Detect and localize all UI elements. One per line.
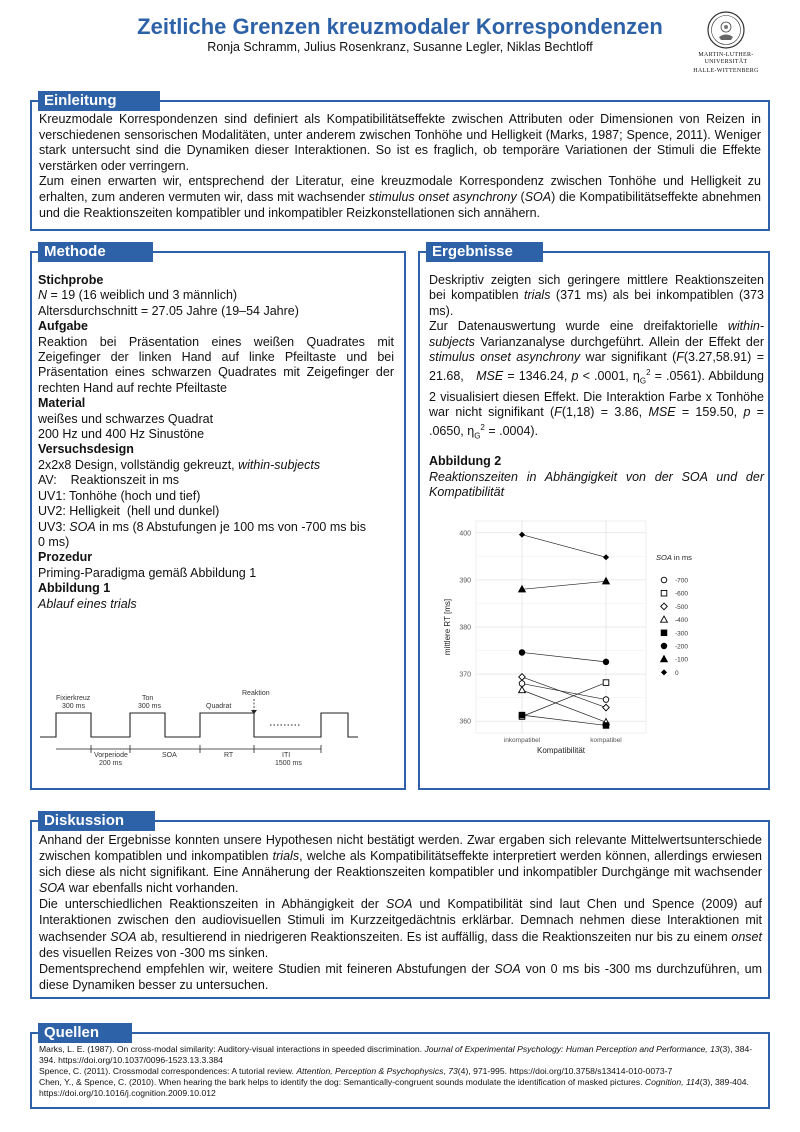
reference-spence-2011: Spence, C. (2011). Crossmodal correspondences: A tutorial review. Attention, Perception & Psychophysics, 73(4), 971-995. https://doi.org/10.3758/s13414-010-0073-7 — [39, 1066, 673, 1076]
section-heading-methode: Methode — [38, 242, 153, 262]
x-axis-label: Kompatibilität — [536, 746, 586, 755]
ergebnisse-body — [429, 273, 768, 501]
legend-label-soa-100: -100 — [675, 656, 689, 664]
timeline-label-soa: SOA — [162, 752, 177, 759]
timeline-label-quadrat: Quadrat — [206, 703, 232, 710]
rt-line-chart — [428, 509, 764, 785]
timeline-label-rt: RT — [224, 752, 234, 759]
y-axis-label: mittlere RT [ms] — [443, 598, 452, 656]
stichprobe-heading: Stichprobe — [38, 273, 104, 287]
legend-marker-soa-400 — [661, 616, 668, 622]
y-tick-label-360: 360 — [459, 718, 471, 726]
ergebnisse-paragraph-1: Deskriptiv zeigten sich geringere mittlere Reaktionszeiten bei kompatiblen trials (371 ms) als bei inkompatiblen (373 ms). — [429, 273, 764, 318]
material-heading: Material — [38, 396, 86, 411]
legend-title: SOA in ms — [656, 553, 692, 562]
university-name-line2: HALLE-WITTENBERG — [693, 68, 759, 74]
trial-timeline-diagram — [38, 685, 398, 785]
x-tick-label-inkompatibel: inkompatibel — [503, 737, 541, 744]
design-line-4: UV2: Helligkeit (hell und dunkel) — [38, 504, 220, 519]
design-line-1: 2x2x8 Design, vollständig gekreuzt, within-subjects — [38, 457, 321, 472]
legend-label-soa-400: -400 — [675, 617, 689, 625]
einleitung-paragraph-2: Zum einen erwarten wir, entsprechend der Literatur, eine kreuzmodale Korrespondenz zwischen Tonhöhe und Helligkeit zu erhalten, zum anderen vermuten wir, dass mit wachsender stimulus onset asynchrony (SOA) die Kompatibilitätseffekte abnehmen und die Reaktionszeiten kompatibler und inkompatibler Reizkonstellationen sich annähern. — [39, 174, 761, 220]
section-ergebnisse — [418, 243, 770, 790]
quellen-body — [39, 1044, 761, 1099]
material-line-2: 200 Hz und 400 Hz Sinustöne — [38, 427, 205, 442]
legend-marker-soa-200 — [661, 643, 667, 649]
legend-marker-soa0 — [662, 670, 667, 675]
legend-marker-soa-500 — [661, 603, 668, 610]
section-diskussion — [30, 812, 770, 999]
einleitung-paragraph-1: Kreuzmodale Korrespondenzen sind definiert als Kompatibilitätseffekte zwischen Attributen oder Dimensionen von Reizen in verschiedenen sensorischen Modalitäten, unter anderem zwischen Tonhöhe und Helligkeit (Marks, 1987; Spence, 2011). Weniger stark untersucht sind die Dynamiken dieser Interaktionen. So ist es fraglich, ob temporäre Variationen der Stimuli die Effekte verstärken oder verringern. — [39, 112, 761, 173]
timeline-label-vorperiode-ms: 200 ms — [99, 760, 122, 767]
point-soa-700-inkompatibel — [519, 681, 525, 687]
section-heading-quellen: Quellen — [38, 1023, 132, 1043]
methode-body — [38, 273, 394, 612]
university-seal — [690, 10, 762, 75]
prozedur-text: Priming-Paradigma gemäß Abbildung 1 — [38, 565, 257, 580]
section-heading-ergebnisse: Ergebnisse — [426, 242, 543, 262]
einleitung-body — [39, 112, 761, 221]
abbildung-1-heading: Abbildung 1 — [38, 581, 111, 596]
section-heading-einleitung: Einleitung — [38, 91, 160, 111]
design-line-5: UV3: SOA in ms (8 Abstufungen je 100 ms von -700 ms bis 0 ms) — [38, 519, 366, 549]
section-methode — [30, 243, 406, 790]
legend-marker-soa-300 — [661, 630, 667, 636]
legend-marker-soa-700 — [661, 577, 667, 583]
point-soa-300-inkompatibel — [519, 712, 525, 718]
legend-label-soa-600: -600 — [675, 590, 689, 598]
stichprobe-n: N = 19 (16 weiblich und 3 männlich) — [38, 288, 238, 303]
legend-marker-soa-100 — [661, 656, 668, 662]
seal-emblem-icon — [706, 10, 746, 50]
legend-label-soa-200: -200 — [675, 643, 689, 651]
y-tick-label-400: 400 — [459, 530, 471, 538]
timeline-label-reaktion: Reaktion — [242, 690, 270, 697]
diskussion-body — [39, 832, 762, 993]
poster-title: Zeitliche Grenzen kreuzmodaler Korrespondenzen — [137, 14, 663, 39]
stichprobe-age: Altersdurchschnitt = 27.05 Jahre (19–54 Jahre) — [38, 303, 299, 318]
aufgabe-text: Reaktion bei Präsentation eines weißen Quadrates mit Zeigefinger der linken Hand auf linke Pfeiltaste und bei Präsentation eines schwarzen Quadrates mit Zeigefinger der rechten Hand auf rechte Pfeiltaste — [38, 334, 394, 395]
timeline-label-fix-ms: 300 ms — [62, 703, 85, 710]
timeline-label-vorperiode: Vorperiode — [94, 752, 128, 759]
y-tick-label-380: 380 — [459, 624, 471, 632]
author-list: Ronja Schramm, Julius Rosenkranz, Susanne Legler, Niklas Bechtloff — [207, 40, 593, 54]
legend-label-soa-300: -300 — [675, 630, 689, 638]
university-name-line1: MARTIN-LUTHER-UNIVERSITÄT — [698, 52, 754, 65]
abbildung-2-caption: Reaktionszeiten in Abhängigkeit von der SOA und der Kompatibilität — [429, 469, 764, 500]
section-quellen — [30, 1024, 770, 1109]
y-tick-label-370: 370 — [459, 671, 471, 679]
diskussion-paragraph-1: Anhand der Ergebnisse konnten unsere Hypothesen nicht bestätigt werden. Zwar ergaben sich relevante Mittelwertsunterschiede zwischen kompatiblen und inkompatiblen trials, welche als Kompatibilitätseffekte interpretiert werden können, allerdings erwiesen sich diese als nicht signifikant. Eine Annäherung der Reaktionszeiten kompatibler und inkompatibler Durchgänge mit wachsender SOA war ebenfalls nicht vorhanden. — [39, 833, 762, 896]
point-soa-200-inkompatibel — [519, 650, 525, 656]
timeline-label-iti-ms: 1500 ms — [275, 760, 302, 767]
design-line-2: AV: Reaktionszeit in ms — [38, 473, 180, 488]
timeline-label-iti: ITI — [282, 752, 291, 759]
prozedur-heading: Prozedur — [38, 550, 93, 565]
reference-marks-1987: Marks, L. E. (1987). On cross-modal similarity: Auditory-visual interactions in speeded discrimination. Journal of Experimental Psychology: Human Perception and Performance, 13(3), 384-394. https://doi.org/10.1037/0096-1523.13.3.384 — [39, 1044, 753, 1065]
timeline-label-fixierkreuz: Fixierkreuz — [56, 695, 91, 702]
timeline-label-ton: Ton — [142, 695, 154, 702]
legend-label-soa-500: -500 — [675, 603, 689, 611]
design-heading: Versuchsdesign — [38, 442, 134, 457]
ergebnisse-paragraph-2: Zur Datenauswertung wurde eine dreifaktorielle within-subjects Varianzanalyse durchgeführt. Allein der Effekt der stimulus onset asynchrony war signifikant (F(3.27,58.91) = 21.68, MSE = 1346.24, p < .0001, $\eta_G^2 = .0561$). Abbildung 2 visualisiert diesen Effekt. Die Interaktion Farbe x Tonhöhe war nicht signifikant (F(1,18) = 3.86, MSE = 159.50, p = .0650, $\eta_G^2 = .0004$). — [429, 319, 768, 441]
y-tick-label-390: 390 — [459, 577, 471, 585]
point-soa-300-kompatibel — [603, 723, 609, 729]
legend-label-soa-700: -700 — [675, 577, 689, 585]
x-tick-label-kompatibel: kompatibel — [590, 737, 622, 744]
aufgabe-heading: Aufgabe — [38, 319, 88, 334]
material-line-1: weißes und schwarzes Quadrat — [38, 411, 214, 426]
point-soa-200-kompatibel — [603, 659, 609, 665]
point-soa-600-kompatibel — [603, 680, 609, 686]
reference-chen-spence-2010: Chen, Y., & Spence, C. (2010). When hearing the bark helps to identify the dog: Semantically-congruent sounds modulate the identification of masked pictures. Cognition, 114(3), 389-404. https://doi.org/10.1016/j.cognition.2009.10.012 — [39, 1077, 749, 1098]
abbildung-1-caption: Ablauf eines trials — [38, 596, 137, 611]
diskussion-paragraph-3: Dementsprechend empfehlen wir, weitere Studien mit feineren Abstufungen der SOA von 0 ms bis -300 ms durchzuführen, um diese Dynamiken besser zu untersuchen. — [39, 961, 762, 992]
timeline-label-ton-ms: 300 ms — [138, 703, 161, 710]
timeline-signal-wave — [40, 713, 358, 737]
legend-marker-soa-600 — [661, 590, 667, 596]
legend-label-soa0: 0 — [675, 669, 679, 677]
diskussion-paragraph-2: Die unterschiedlichen Reaktionszeiten in Abhängigkeit der SOA und Kompatibilität sind laut Chen und Spence (2009) auf Interaktionen zwischen den audiovisuellen Stimuli im Kurzzeitgedächtnis erklärbar. Demnach nehmen diese Interaktionen mit wachsender SOA ab, resultierend in niedrigeren Reaktionszeiten. Es ist auffällig, dass die Reaktionszeiten nur bis zu einem onset des visuellen Reizes von -300 ms sinken. — [39, 897, 762, 960]
abbildung-2-heading: Abbildung 2 — [429, 454, 502, 469]
section-einleitung — [30, 92, 770, 231]
point-soa-700-kompatibel — [603, 697, 609, 703]
section-heading-diskussion: Diskussion — [38, 811, 155, 831]
design-line-3: UV1: Tonhöhe (hoch und tief) — [38, 488, 201, 503]
